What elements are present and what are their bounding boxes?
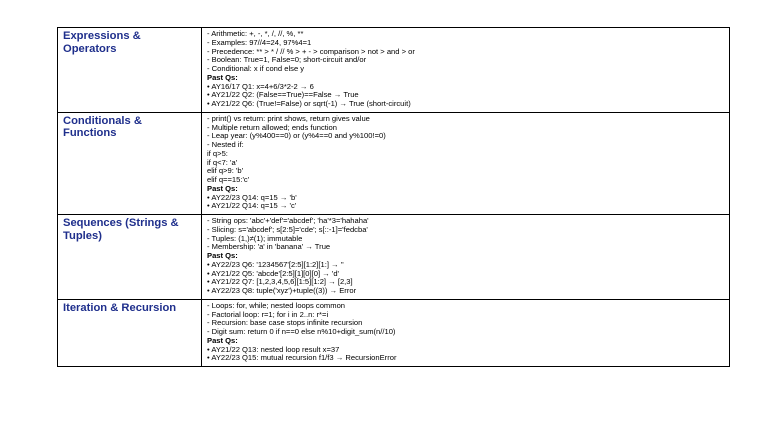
notes-sheet <box>57 27 730 367</box>
note-line: - Nested if: <box>207 140 244 149</box>
note-line: - Recursion: base case stops infinite recursion <box>207 318 363 328</box>
note-line: • AY21/22 Q2: (False==True)==False → True <box>207 90 359 100</box>
note-line: • AY21/22 Q5: 'abcde'[2:5][1][0][0] → 'd' <box>207 268 340 278</box>
note-line: - Examples: 97//4=24, 97%4=1 <box>207 37 312 47</box>
past-questions-heading: Past Qs: <box>207 251 238 260</box>
topic-notes <box>202 215 730 300</box>
topic-title: Expressions & Operators <box>58 28 202 113</box>
topic-row <box>58 28 730 113</box>
topic-notes <box>202 28 730 113</box>
note-line: • AY21/22 Q6: (True!=False) or sqrt(-1) → True (short-circuit) <box>207 99 411 108</box>
note-line: • AY22/23 Q14: q=15 → 'b' <box>207 192 297 202</box>
topic-notes <box>202 112 730 214</box>
past-questions-heading: Past Qs: <box>207 335 238 345</box>
past-questions-heading: Past Qs: <box>207 72 238 82</box>
notes-table-body <box>58 28 730 367</box>
topic-row <box>58 299 730 366</box>
note-line: elif q==15:'c' <box>207 175 250 184</box>
topic-title: Iteration & Recursion <box>58 299 202 366</box>
note-line: - Multiple return allowed; ends function <box>207 122 338 132</box>
note-line: • AY21/22 Q13: nested loop result x=37 <box>207 344 340 354</box>
note-line: - Factorial loop: r=1; for i in 2..n: r*=i <box>207 309 329 319</box>
topic-row <box>58 215 730 300</box>
note-line: • AY21/22 Q7: [1,2,3,4,5,6][1:5][1:2] → [2,3] <box>207 277 353 287</box>
note-line: - Tuples: (1,)≠(1); immutable <box>207 233 303 243</box>
note-line: • AY22/23 Q6: '1234567'[2:5][1:2][1:] → '' <box>207 259 344 269</box>
note-line: • AY22/23 Q15: mutual recursion f1/f3 → RecursionError <box>207 353 397 363</box>
note-line: - print() vs return: print shows, return gives value <box>207 113 370 123</box>
note-line: - Slicing: s='abcdef'; s[2:5]='cde'; s[::-1]='fedcba' <box>207 224 368 234</box>
note-line: if q>5: <box>207 148 228 158</box>
note-line: • AY22/23 Q8: tuple('xyz')+tuple((3)) → Error <box>207 286 357 295</box>
note-line: - Precedence: ** > * / // % > + - > comparison > not > and > or <box>207 46 415 56</box>
note-line: - Arithmetic: +, -, *, /, //, %, ** <box>207 29 304 38</box>
note-line: - String ops: 'abc'+'def'='abcdef'; 'ha'*3='hahaha' <box>207 216 369 225</box>
note-line: - Leap year: (y%400==0) or (y%4==0 and y%100!=0) <box>207 131 386 141</box>
note-line: • AY16/17 Q1: x=4+6/3*2-2 → 6 <box>207 81 314 91</box>
topic-title: Sequences (Strings & Tuples) <box>58 215 202 300</box>
note-line: - Conditional: x if cond else y <box>207 64 305 73</box>
note-line: elif q>9: 'b' <box>207 166 244 176</box>
topic-notes <box>202 299 730 366</box>
note-line: - Loops: for, while; nested loops common <box>207 300 346 310</box>
topic-title: Conditionals & Functions <box>58 112 202 214</box>
note-line: - Boolean: True=1, False=0; short-circuit and/or <box>207 55 367 65</box>
note-line: • AY21/22 Q14: q=15 → 'c' <box>207 201 297 211</box>
note-line: if q<7: 'a' <box>207 157 238 167</box>
note-line: - Membership: 'a' in 'banana' → True <box>207 242 331 252</box>
note-line: - Digit sum: return 0 if n==0 else n%10+digit_sum(n//10) <box>207 327 396 336</box>
notes-table <box>57 27 730 367</box>
past-questions-heading: Past Qs: <box>207 183 238 193</box>
topic-row <box>58 112 730 214</box>
